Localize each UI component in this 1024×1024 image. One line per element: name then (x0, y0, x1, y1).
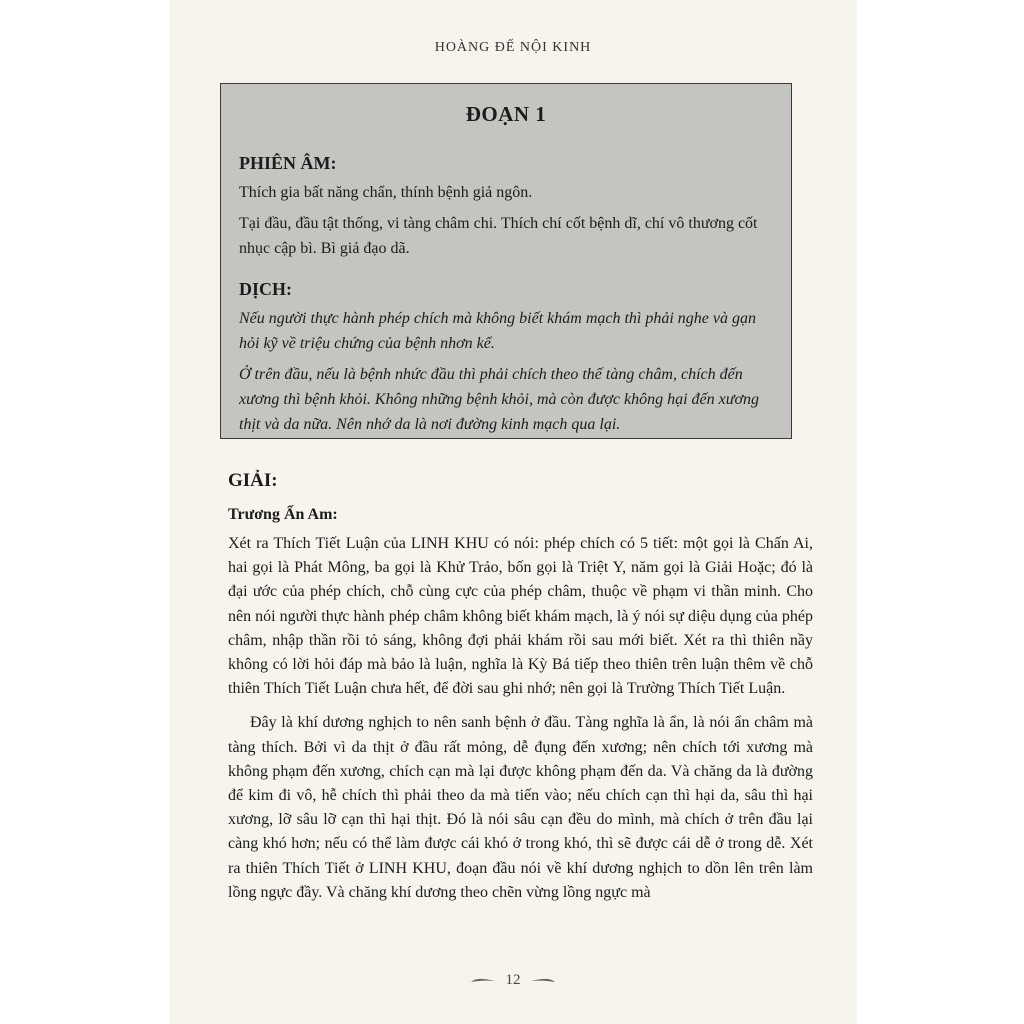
page-number: 12 (505, 972, 521, 988)
dich-heading: DỊCH: (239, 279, 292, 299)
right-ornament-icon (530, 976, 556, 986)
passage-title: ĐOẠN 1 (465, 102, 547, 126)
commentary (228, 470, 813, 905)
dich-line-1: Nếu người thực hành phép chích mà không biết khám mạch thì phải nghe và gạn hỏi kỹ về triệu chứng của bệnh nhơn kể. (239, 310, 757, 352)
running-header: HOÀNG ĐẾ NỘI KINH (434, 40, 592, 55)
page-footer (170, 972, 856, 989)
commentary-paragraph-1: Xét ra Thích Tiết Luận của LINH KHU có nói: phép chích có 5 tiết: một gọi là Chấn Ai, hai gọi là Phát Mông, ba gọi là Khử Trảo, bốn gọi là Triệt Y, năm gọi là Giải Hoặc; đó là đại ước của phép chích, chỗ cùng cực của phép châm, thuộc về phạm vi thần minh. Cho nên nói người thực hành phép châm không biết khám mạch, là ý nói sự diệu dụng của phép châm, nhập thần rồi tỏ sáng, không đợi phải khám rồi sau mới biết. Xét ra thì thiên nầy không có lời hỏi đáp mà bảo là luận, nghĩa là Kỳ Bá tiếp theo thiên trên luận thêm về chỗ thiên Thích Tiết Luận chưa hết, để đời sau ghi nhớ; nên gọi là Trường Thích Tiết Luận. (228, 535, 813, 698)
commentary-paragraph-2: Đây là khí dương nghịch to nên sanh bệnh ở đầu. Tàng nghĩa là ẩn, là nói ẩn châm mà tàng thích. Bởi vì da thịt ở đầu rất mỏng, dễ đụng đến xương; nên chích tới xương mà không phạm đến xương, chích cạn mà lại được không phạm đến da. Và chăng da là đường để kim đi vô, hễ chích thì phải theo da mà tiến vào; nếu chích cạn thì hại da, sâu thì hại xương, lỡ sâu lỡ cạn thì hại thịt. Đó là nói sâu cạn đều do mình, mà chích ở trên đầu lại càng khó hơn; nếu có thể làm được cái khó ở trong khó, thì sẽ được cái dễ ở trong dễ. Xét ra thiên Thích Tiết ở LINH KHU, đoạn đầu nói về khí dương nghịch to dồn lên trên làm lồng ngực đầy. Và chăng khí dương theo chẽn vừng lồng ngực mà (228, 714, 813, 901)
passage-box (220, 83, 792, 439)
dich-line-2: Ở trên đầu, nếu là bệnh nhức đầu thì phải chích theo thế tàng châm, chích đến xương thì bệnh khỏi. Không những bệnh khỏi, mà còn được không hại đến xương thịt và da nữa. Nên nhớ da là nơi đường kinh mạch qua lại. (239, 366, 759, 433)
phien-am-line-2: Tại đầu, đầu tật thống, vi tàng châm chi. Thích chí cốt bệnh dĩ, chí vô thương cốt nhục cập bì. Bì giả đạo dã. (239, 215, 758, 257)
book-page (170, 0, 856, 1024)
author-name: Trương Ẩn Am: (228, 506, 338, 523)
left-ornament-icon (470, 976, 496, 986)
phien-am-heading: PHIÊN ÂM: (239, 153, 337, 173)
phien-am-line-1: Thích gia bất năng chẩn, thính bệnh giả ngôn. (239, 184, 533, 201)
giai-heading: GIẢI: (228, 470, 278, 491)
